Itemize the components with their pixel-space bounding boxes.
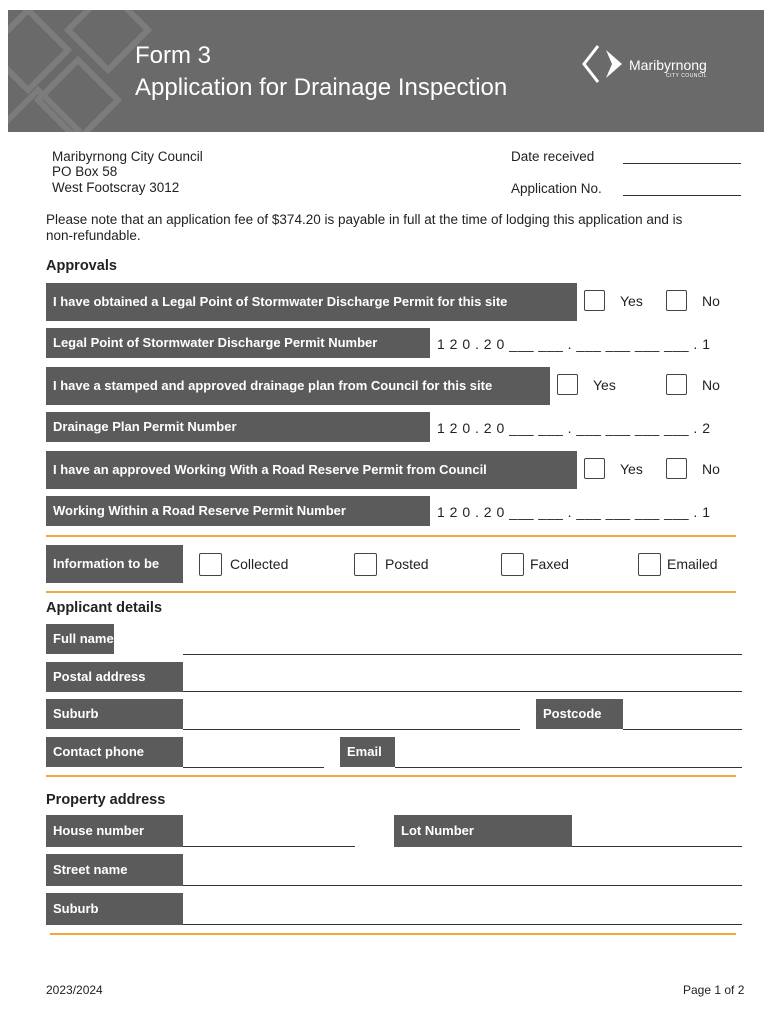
form-title-block [135,40,507,104]
postcode-label: Postcode [536,699,623,729]
council-logo-icon [578,44,628,84]
application-no-field[interactable] [623,195,741,196]
property-suburb-field[interactable] [183,924,742,925]
fee-notice-line-1: Please note that an application fee of $374.20 is payable in full at the time of lodging this application and is [46,212,683,227]
information-to-be-label: Information to be [46,545,183,583]
fee-notice-line-2: non-refundable. [46,228,141,243]
road-reserve-permit-number-label: Working Within a Road Reserve Permit Number [46,496,430,526]
road-reserve-permit-number-field[interactable]: 1 2 0 . 2 0 ___ ___ . ___ ___ ___ ___ . 1 [437,504,711,520]
lot-number-label: Lot Number [394,815,572,847]
postcode-field[interactable] [623,729,742,730]
q3-no-checkbox[interactable] [666,458,687,479]
applicant-suburb-field[interactable] [183,729,520,730]
faxed-label: Faxed [530,556,569,572]
collected-label: Collected [230,556,289,572]
q2-no-checkbox[interactable] [666,374,687,395]
q2-yes-label: Yes [593,377,616,393]
address-line-3: West Footscray 3012 [52,180,180,195]
address-line-2: PO Box 58 [52,164,118,179]
logo-subtitle: CITY COUNCIL [666,73,708,79]
address-line-1: Maribyrnong City Council [52,149,203,164]
form-title: Application for Drainage Inspection [135,74,508,101]
contact-phone-field[interactable] [183,767,324,768]
application-no-label: Application No. [511,181,602,196]
q3-no-label: No [702,461,720,477]
postal-address-label: Postal address [46,662,183,692]
lot-number-field[interactable] [572,846,742,847]
drainage-plan-number-field[interactable]: 1 2 0 . 2 0 ___ ___ . ___ ___ ___ ___ . 2 [437,420,711,436]
question-road-reserve-permit: I have an approved Working With a Road Reserve Permit from Council [46,451,577,489]
q1-yes-label: Yes [620,293,643,309]
stormwater-permit-number-label: Legal Point of Stormwater Discharge Permit Number [46,328,430,358]
q3-yes-checkbox[interactable] [584,458,605,479]
email-field[interactable] [395,767,742,768]
posted-label: Posted [385,556,429,572]
faxed-checkbox[interactable] [501,553,524,576]
form-number: Form 3 [135,42,212,69]
house-number-label: House number [46,815,183,847]
contact-phone-label: Contact phone [46,737,183,767]
divider [46,775,736,777]
date-received-field[interactable] [623,163,741,164]
postal-address-field[interactable] [183,691,742,692]
street-name-label: Street name [46,854,183,886]
footer-year: 2023/2024 [46,983,103,997]
q1-yes-checkbox[interactable] [584,290,605,311]
approvals-heading: Approvals [46,258,117,274]
date-received-label: Date received [511,149,595,164]
applicant-details-heading: Applicant details [46,600,163,616]
question-stormwater-permit: I have obtained a Legal Point of Stormwater Discharge Permit for this site [46,283,577,321]
full-name-field[interactable] [183,654,742,655]
divider [50,933,736,935]
emailed-label: Emailed [667,556,718,572]
property-suburb-label: Suburb [46,893,183,925]
divider [46,535,736,537]
q2-no-label: No [702,377,720,393]
email-label: Email [340,737,395,767]
collected-checkbox[interactable] [199,553,222,576]
divider [46,591,736,593]
page-number: Page 1 of 2 [683,983,745,997]
logo-name: Maribyrnong [629,57,707,73]
emailed-checkbox[interactable] [638,553,661,576]
stormwater-permit-number-field[interactable]: 1 2 0 . 2 0 ___ ___ . ___ ___ ___ ___ . 1 [437,336,711,352]
drainage-plan-number-label: Drainage Plan Permit Number [46,412,430,442]
property-address-heading: Property address [46,792,166,808]
house-number-field[interactable] [183,846,355,847]
q3-yes-label: Yes [620,461,643,477]
posted-checkbox[interactable] [354,553,377,576]
applicant-suburb-label: Suburb [46,699,183,729]
question-drainage-plan: I have a stamped and approved drainage plan from Council for this site [46,367,550,405]
street-name-field[interactable] [183,885,742,886]
q1-no-label: No [702,293,720,309]
q2-yes-checkbox[interactable] [557,374,578,395]
q1-no-checkbox[interactable] [666,290,687,311]
full-name-label: Full name [46,624,114,654]
